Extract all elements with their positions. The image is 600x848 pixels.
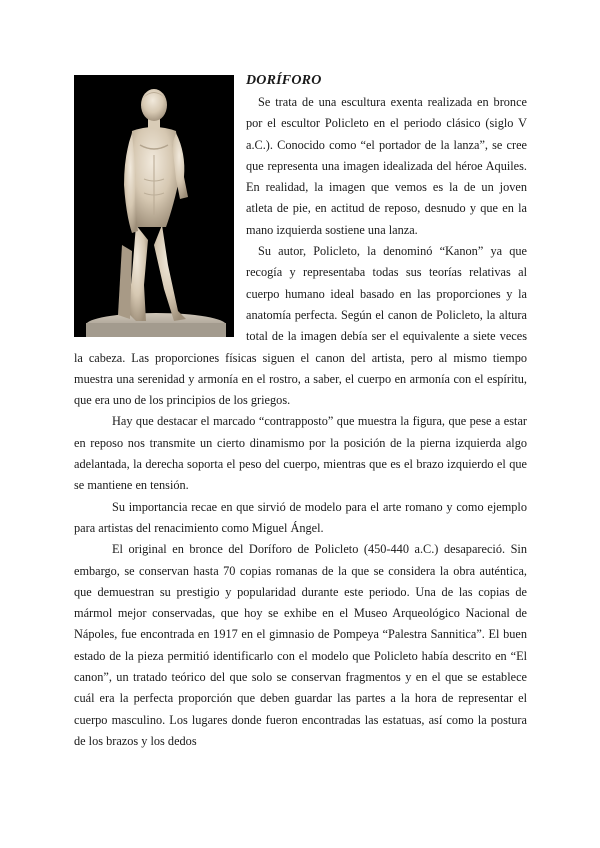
statue-image <box>74 75 234 337</box>
paragraph-4: Su importancia recae en que sirvió de modelo para el arte romano y como ejemplo para artistas del renacimiento como Miguel Ángel. <box>74 499 527 535</box>
article-body <box>74 71 527 752</box>
paragraph-2: Su autor, Policleto, la denominó “Kanon” ya que recogía y representaba todas sus teorías relativas al cuerpo humano ideal basado en las proporciones y la anatomía perfecta. Según el canon de Policleto, la altura total de la imagen debía ser el equivalente a siete veces la cabeza. Las proporciones físicas siguen el canon del artista, pero al mismo tiempo muestra una serenidad y armonía en el rostro, a saber, el cuerpo en armonía con el espíritu, que era uno de los principios de los griegos. <box>74 244 527 408</box>
paragraph-1: Se trata de una escultura exenta realizada en bronce por el escultor Policleto en el periodo clásico (siglo V a.C.). Conocido como “el portador de la lanza”, se cree que representa una imagen idealizada del héroe Aquiles. En realidad, la imagen que vemos es la de un joven atleta de pie, en actitud de reposo, desnudo y que en la mano izquierda sostiene una lanza. <box>246 95 527 237</box>
doryphoros-statue-icon <box>74 75 234 337</box>
paragraph-5: El original en bronce del Doríforo de Policleto (450-440 a.C.) desapareció. Sin embargo, se conservan hasta 70 copias romanas de la que se considera la obra auténtica, que demuestran su prestigio y popularidad durante este periodo. Una de las copias de mármol mejor conservadas, que hoy se exhibe en el Museo Arqueológico Nacional de Nápoles, fue encontrada en 1917 en el gimnasio de Pompeya “Palestra Sannitica”. El buen estado de la pieza permitió identificarlo con el modelo que Policleto había descrito en “El canon”, un tratado teórico del que solo se conservan fragmentos y en el que se establece cuál era la perfecta proporción que deben guardar las partes a la hora de representar el cuerpo masculino. Los lugares donde fueron encontradas las estatuas, así como la postura de los brazos y los dedos <box>74 542 527 748</box>
paragraph-3: Hay que destacar el marcado “contrapposto” que muestra la figura, que pese a estar en reposo nos transmite un cierto dinamismo por la posición de la pierna izquierda algo adelantada, la derecha soporta el peso del cuerpo, mientras que es el brazo izquierdo el que se mantiene en tensión. <box>74 414 527 493</box>
article-title: DORÍFORO <box>246 73 322 88</box>
